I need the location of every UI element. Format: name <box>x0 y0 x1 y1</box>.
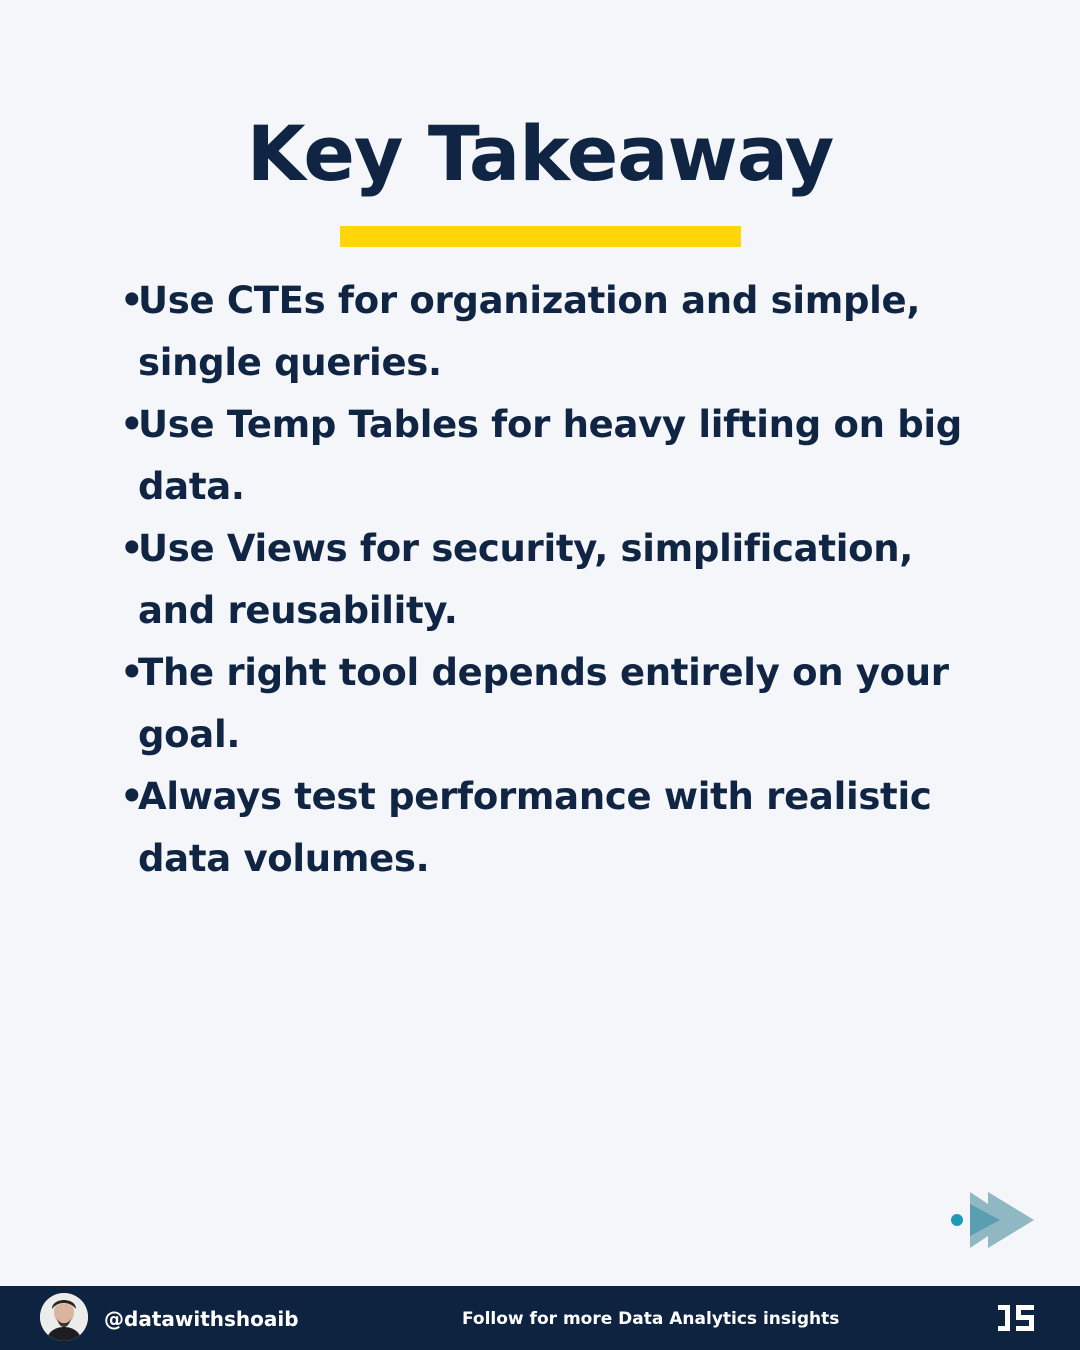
ds-logo-icon <box>996 1302 1036 1334</box>
bullet-icon: • <box>120 527 144 570</box>
list-item <box>120 270 980 394</box>
bullet-icon: • <box>120 279 144 322</box>
page-title: Key Takeaway <box>246 109 834 198</box>
list-item <box>120 394 980 518</box>
bullet-icon: • <box>120 403 144 446</box>
footer-bar <box>0 1286 1080 1350</box>
follow-cta-text: Follow for more Data Analytics insights <box>462 1309 840 1329</box>
bullet-icon: • <box>120 651 144 694</box>
bullet-icon: • <box>120 775 144 818</box>
takeaway-list <box>120 270 980 890</box>
list-item <box>120 518 980 642</box>
user-handle[interactable]: @datawithshoaib <box>104 1307 299 1331</box>
bullet-text: Use Temp Tables for heavy lifting on big data. <box>138 403 962 508</box>
bullet-text: Always test performance with realistic data volumes. <box>138 775 932 880</box>
list-item <box>120 766 980 890</box>
bullet-text: Use Views for security, simplification, and reusability. <box>138 527 914 632</box>
avatar[interactable] <box>40 1293 88 1341</box>
list-item <box>120 642 980 766</box>
next-arrow-icon[interactable] <box>948 1190 1038 1250</box>
bullet-text: Use CTEs for organization and simple, single queries. <box>138 279 921 384</box>
bullet-text: The right tool depends entirely on your goal. <box>138 651 949 756</box>
title-underline <box>340 226 741 247</box>
